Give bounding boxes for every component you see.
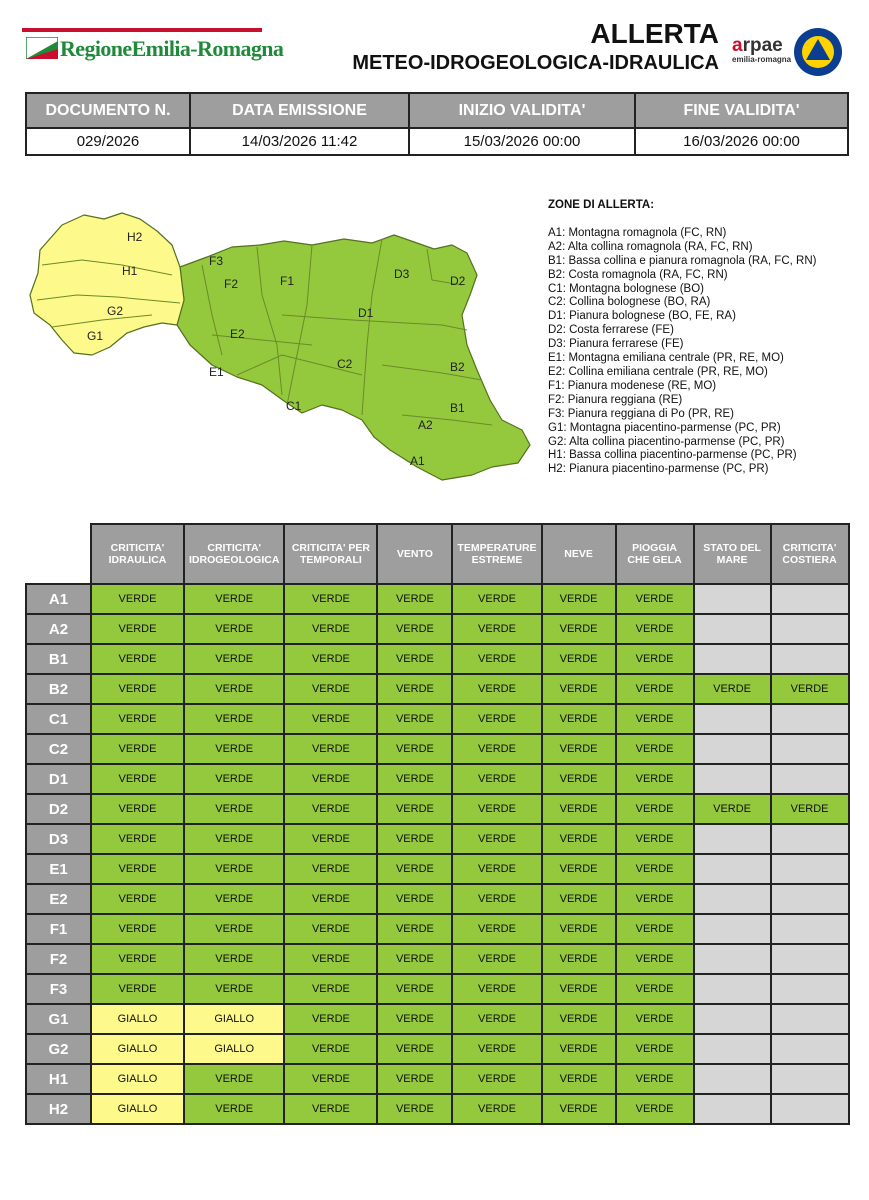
- alert-level-cell: VERDE: [452, 1094, 541, 1124]
- map-label-f2: F2: [224, 277, 239, 291]
- alert-level-cell: VERDE: [284, 704, 377, 734]
- alert-level-cell: VERDE: [377, 674, 452, 704]
- alert-level-cell: GIALLO: [91, 1034, 184, 1064]
- not-applicable-cell: [771, 1094, 849, 1124]
- not-applicable-cell: [771, 884, 849, 914]
- alert-level-cell: VERDE: [771, 674, 849, 704]
- regione-logo-text: RegioneEmilia-Romagna: [60, 36, 284, 61]
- not-applicable-cell: [694, 584, 771, 614]
- alert-level-cell: VERDE: [284, 614, 377, 644]
- matrix-column-header: NEVE: [542, 524, 616, 584]
- legend-item: E1: Montagna emiliana centrale (PR, RE, MO): [548, 352, 784, 365]
- alert-level-cell: VERDE: [184, 644, 284, 674]
- map-label-d3: D3: [394, 267, 410, 281]
- alert-level-cell: VERDE: [452, 1064, 541, 1094]
- legend-item: E2: Collina emiliana centrale (PR, RE, MO): [548, 365, 768, 378]
- alert-level-cell: VERDE: [616, 674, 694, 704]
- not-applicable-cell: [694, 1004, 771, 1034]
- alert-level-cell: VERDE: [91, 824, 184, 854]
- alert-level-cell: VERDE: [377, 884, 452, 914]
- matrix-row: [26, 914, 849, 944]
- alert-level-cell: VERDE: [452, 644, 541, 674]
- alert-level-cell: VERDE: [184, 1094, 284, 1124]
- legend-item: F1: Pianura modenese (RE, MO): [548, 379, 717, 392]
- matrix-column-header: CRITICITA' IDRAULICA: [91, 524, 184, 584]
- matrix-corner: [26, 524, 91, 584]
- matrix-row: [26, 944, 849, 974]
- matrix-row: [26, 884, 849, 914]
- not-applicable-cell: [694, 884, 771, 914]
- map-label-d1: D1: [358, 306, 374, 320]
- alert-level-cell: VERDE: [452, 734, 541, 764]
- alert-matrix: [25, 523, 850, 1125]
- alert-level-cell: VERDE: [616, 854, 694, 884]
- alert-level-cell: VERDE: [616, 704, 694, 734]
- alert-level-cell: VERDE: [284, 1034, 377, 1064]
- alert-level-cell: VERDE: [542, 644, 616, 674]
- arpae-logo: [732, 36, 791, 64]
- alert-level-cell: VERDE: [542, 614, 616, 644]
- alert-level-cell: VERDE: [616, 884, 694, 914]
- alert-level-cell: VERDE: [377, 644, 452, 674]
- map-label-b1: B1: [450, 401, 465, 415]
- map-zone-yellow: [30, 213, 184, 355]
- alert-level-cell: VERDE: [377, 914, 452, 944]
- alert-level-cell: VERDE: [377, 764, 452, 794]
- alert-level-cell: VERDE: [284, 944, 377, 974]
- alert-level-cell: VERDE: [284, 974, 377, 1004]
- not-applicable-cell: [771, 704, 849, 734]
- not-applicable-cell: [771, 1004, 849, 1034]
- legend-item: A2: Alta collina romagnola (RA, FC, RN): [548, 240, 753, 253]
- matrix-row: [26, 794, 849, 824]
- not-applicable-cell: [694, 914, 771, 944]
- alert-level-cell: VERDE: [542, 854, 616, 884]
- alert-level-cell: VERDE: [452, 674, 541, 704]
- map-label-h1: H1: [122, 264, 138, 278]
- alert-level-cell: VERDE: [184, 794, 284, 824]
- matrix-row: [26, 974, 849, 1004]
- map-label-f3: F3: [209, 254, 224, 268]
- not-applicable-cell: [694, 944, 771, 974]
- map-label-f1: F1: [280, 274, 295, 288]
- alert-level-cell: VERDE: [452, 854, 541, 884]
- alert-level-cell: VERDE: [452, 824, 541, 854]
- zone-label-cell: E2: [26, 884, 91, 914]
- alert-level-cell: VERDE: [377, 1094, 452, 1124]
- matrix-row: [26, 1004, 849, 1034]
- alert-level-cell: VERDE: [542, 764, 616, 794]
- alert-level-cell: VERDE: [771, 794, 849, 824]
- alert-level-cell: VERDE: [184, 944, 284, 974]
- alert-level-cell: VERDE: [91, 854, 184, 884]
- alert-level-cell: VERDE: [542, 824, 616, 854]
- matrix-row: [26, 1094, 849, 1124]
- alert-level-cell: VERDE: [284, 1094, 377, 1124]
- zone-label-cell: A1: [26, 584, 91, 614]
- matrix-column-header: CRITICITA' COSTIERA: [771, 524, 849, 584]
- alert-level-cell: VERDE: [616, 614, 694, 644]
- alert-level-cell: VERDE: [284, 914, 377, 944]
- alert-level-cell: VERDE: [452, 704, 541, 734]
- alert-level-cell: VERDE: [377, 734, 452, 764]
- not-applicable-cell: [694, 1034, 771, 1064]
- not-applicable-cell: [771, 614, 849, 644]
- alert-level-cell: VERDE: [284, 1064, 377, 1094]
- zone-label-cell: H2: [26, 1094, 91, 1124]
- not-applicable-cell: [771, 854, 849, 884]
- alert-level-cell: VERDE: [377, 614, 452, 644]
- alert-level-cell: VERDE: [91, 884, 184, 914]
- alert-level-cell: VERDE: [616, 584, 694, 614]
- data-emissione-value: 14/03/2026 11:42: [190, 128, 409, 155]
- alert-level-cell: VERDE: [377, 1034, 452, 1064]
- documento-number: 029/2026: [26, 128, 190, 155]
- alert-level-cell: VERDE: [91, 764, 184, 794]
- alert-level-cell: VERDE: [542, 884, 616, 914]
- matrix-row: [26, 704, 849, 734]
- alert-level-cell: VERDE: [542, 944, 616, 974]
- alert-level-cell: VERDE: [184, 914, 284, 944]
- alert-level-cell: VERDE: [616, 794, 694, 824]
- alert-level-cell: VERDE: [542, 1094, 616, 1124]
- alert-level-cell: VERDE: [184, 854, 284, 884]
- alert-level-cell: GIALLO: [91, 1094, 184, 1124]
- alert-level-cell: VERDE: [452, 584, 541, 614]
- zone-label-cell: F2: [26, 944, 91, 974]
- alert-level-cell: VERDE: [542, 1004, 616, 1034]
- alert-level-cell: VERDE: [616, 914, 694, 944]
- page-subtitle: METEO-IDROGEOLOGICA-IDRAULICA: [352, 52, 719, 74]
- matrix-column-header: STATO DEL MARE: [694, 524, 771, 584]
- alert-level-cell: VERDE: [452, 794, 541, 824]
- page-title: ALLERTA: [590, 18, 719, 49]
- alert-level-cell: VERDE: [184, 764, 284, 794]
- legend-item: D1: Pianura bolognese (BO, FE, RA): [548, 310, 736, 323]
- alert-level-cell: VERDE: [91, 794, 184, 824]
- alert-level-cell: VERDE: [542, 794, 616, 824]
- map-label-c1: C1: [286, 399, 302, 413]
- alert-level-cell: VERDE: [542, 1034, 616, 1064]
- zone-label-cell: D1: [26, 764, 91, 794]
- not-applicable-cell: [771, 1034, 849, 1064]
- alert-level-cell: VERDE: [542, 584, 616, 614]
- not-applicable-cell: [771, 944, 849, 974]
- alert-level-cell: VERDE: [284, 794, 377, 824]
- map-label-a1: A1: [410, 454, 425, 468]
- not-applicable-cell: [694, 734, 771, 764]
- map-label-a2: A2: [418, 418, 433, 432]
- not-applicable-cell: [771, 914, 849, 944]
- map-label-h2: H2: [127, 230, 143, 244]
- alert-level-cell: VERDE: [284, 674, 377, 704]
- alert-level-cell: VERDE: [284, 1004, 377, 1034]
- alert-level-cell: VERDE: [284, 884, 377, 914]
- matrix-column-header: PIOGGIA CHE GELA: [616, 524, 694, 584]
- legend-title: ZONE DI ALLERTA:: [548, 199, 655, 211]
- zone-label-cell: G2: [26, 1034, 91, 1064]
- not-applicable-cell: [771, 584, 849, 614]
- alert-level-cell: VERDE: [91, 584, 184, 614]
- map-label-g1: G1: [87, 329, 104, 343]
- matrix-row: [26, 644, 849, 674]
- alert-level-cell: VERDE: [377, 704, 452, 734]
- alert-level-cell: VERDE: [377, 944, 452, 974]
- legend-item: B2: Costa romagnola (RA, FC, RN): [548, 268, 728, 281]
- not-applicable-cell: [694, 614, 771, 644]
- alert-level-cell: VERDE: [91, 734, 184, 764]
- alert-level-cell: VERDE: [377, 824, 452, 854]
- not-applicable-cell: [694, 1094, 771, 1124]
- map-label-e2: E2: [230, 327, 245, 341]
- alert-level-cell: VERDE: [91, 674, 184, 704]
- alert-level-cell: VERDE: [284, 584, 377, 614]
- alert-level-cell: GIALLO: [91, 1064, 184, 1094]
- map-zone-green: [177, 235, 530, 480]
- not-applicable-cell: [694, 644, 771, 674]
- matrix-row: [26, 734, 849, 764]
- alert-level-cell: VERDE: [542, 1064, 616, 1094]
- legend-item: G1: Montagna piacentino-parmense (PC, PR): [548, 421, 781, 434]
- not-applicable-cell: [771, 974, 849, 1004]
- matrix-row: [26, 854, 849, 884]
- not-applicable-cell: [694, 704, 771, 734]
- matrix-row: [26, 764, 849, 794]
- alert-level-cell: VERDE: [542, 734, 616, 764]
- alert-level-cell: VERDE: [184, 1064, 284, 1094]
- alert-level-cell: VERDE: [91, 944, 184, 974]
- header-inizio-validita: INIZIO VALIDITA': [409, 93, 635, 128]
- zone-map: [22, 205, 542, 490]
- not-applicable-cell: [771, 824, 849, 854]
- alert-level-cell: VERDE: [184, 614, 284, 644]
- matrix-row: [26, 824, 849, 854]
- alert-level-cell: VERDE: [616, 974, 694, 1004]
- regione-logo: [22, 28, 284, 68]
- not-applicable-cell: [694, 764, 771, 794]
- alert-level-cell: VERDE: [284, 764, 377, 794]
- map-label-b2: B2: [450, 360, 465, 374]
- alert-level-cell: VERDE: [377, 1064, 452, 1094]
- zone-label-cell: C1: [26, 704, 91, 734]
- alert-level-cell: VERDE: [452, 974, 541, 1004]
- alert-level-cell: VERDE: [91, 974, 184, 1004]
- inizio-validita-value: 15/03/2026 00:00: [409, 128, 635, 155]
- alert-level-cell: VERDE: [452, 944, 541, 974]
- alert-level-cell: GIALLO: [91, 1004, 184, 1034]
- alert-level-cell: VERDE: [284, 824, 377, 854]
- alert-level-cell: VERDE: [616, 824, 694, 854]
- logo-red-bar: [22, 28, 262, 32]
- alert-level-cell: VERDE: [616, 1034, 694, 1064]
- matrix-row: [26, 674, 849, 704]
- arpae-logo-text: arpae: [732, 35, 783, 56]
- alert-level-cell: GIALLO: [184, 1034, 284, 1064]
- map-label-c2: C2: [337, 357, 353, 371]
- alert-level-cell: VERDE: [542, 914, 616, 944]
- matrix-column-header: CRITICITA' IDROGEOLOGICA: [184, 524, 284, 584]
- alert-level-cell: VERDE: [452, 614, 541, 644]
- alert-level-cell: VERDE: [616, 764, 694, 794]
- zone-label-cell: D2: [26, 794, 91, 824]
- alert-level-cell: VERDE: [377, 1004, 452, 1034]
- zone-label-cell: E1: [26, 854, 91, 884]
- legend-item: B1: Bassa collina e pianura romagnola (RA, FC, RN): [548, 254, 817, 267]
- alert-level-cell: VERDE: [284, 644, 377, 674]
- map-label-g2: G2: [107, 304, 124, 318]
- not-applicable-cell: [771, 1064, 849, 1094]
- alert-level-cell: VERDE: [542, 974, 616, 1004]
- alert-level-cell: VERDE: [184, 974, 284, 1004]
- zone-legend: [548, 199, 816, 477]
- alert-level-cell: VERDE: [284, 734, 377, 764]
- zone-label-cell: G1: [26, 1004, 91, 1034]
- alert-level-cell: VERDE: [184, 824, 284, 854]
- alert-level-cell: GIALLO: [184, 1004, 284, 1034]
- header-fine-validita: FINE VALIDITA': [635, 93, 848, 128]
- arpae-logo-sub: emilia-romagna: [732, 55, 792, 64]
- alert-level-cell: VERDE: [377, 974, 452, 1004]
- legend-item: H2: Pianura piacentino-parmense (PC, PR): [548, 463, 769, 476]
- legend-item: G2: Alta collina piacentino-parmense (PC, PR): [548, 435, 785, 448]
- alert-level-cell: VERDE: [452, 764, 541, 794]
- map-label-d2: D2: [450, 274, 466, 288]
- alert-level-cell: VERDE: [616, 644, 694, 674]
- document-info-table: [25, 92, 849, 156]
- zone-label-cell: D3: [26, 824, 91, 854]
- legend-item: F2: Pianura reggiana (RE): [548, 393, 683, 406]
- zone-label-cell: B1: [26, 644, 91, 674]
- matrix-row: [26, 1034, 849, 1064]
- alert-level-cell: VERDE: [91, 914, 184, 944]
- alert-level-cell: VERDE: [452, 1004, 541, 1034]
- protezione-civile-logo: [793, 27, 843, 77]
- not-applicable-cell: [771, 764, 849, 794]
- matrix-row: [26, 584, 849, 614]
- header-data-emissione: DATA EMISSIONE: [190, 93, 409, 128]
- alert-level-cell: VERDE: [377, 794, 452, 824]
- alert-level-cell: VERDE: [694, 674, 771, 704]
- alert-level-cell: VERDE: [184, 734, 284, 764]
- alert-level-cell: VERDE: [184, 584, 284, 614]
- alert-level-cell: VERDE: [184, 884, 284, 914]
- not-applicable-cell: [771, 644, 849, 674]
- legend-item: C2: Collina bolognese (BO, RA): [548, 296, 711, 309]
- matrix-row: [26, 614, 849, 644]
- legend-item: D2: Costa ferrarese (FE): [548, 324, 674, 337]
- not-applicable-cell: [694, 854, 771, 884]
- matrix-column-header: VENTO: [377, 524, 452, 584]
- zone-label-cell: F3: [26, 974, 91, 1004]
- not-applicable-cell: [771, 734, 849, 764]
- zone-label-cell: A2: [26, 614, 91, 644]
- alert-level-cell: VERDE: [616, 1064, 694, 1094]
- legend-item: D3: Pianura ferrarese (FE): [548, 338, 684, 351]
- legend-item: C1: Montagna bolognese (BO): [548, 282, 704, 295]
- alert-level-cell: VERDE: [616, 944, 694, 974]
- alert-level-cell: VERDE: [377, 584, 452, 614]
- map-label-e1: E1: [209, 365, 224, 379]
- legend-items: [548, 227, 816, 477]
- header-documento: DOCUMENTO N.: [26, 93, 190, 128]
- legend-item: F3: Pianura reggiana di Po (PR, RE): [548, 407, 735, 420]
- alert-level-cell: VERDE: [694, 794, 771, 824]
- alert-level-cell: VERDE: [452, 884, 541, 914]
- alert-level-cell: VERDE: [452, 914, 541, 944]
- not-applicable-cell: [694, 1064, 771, 1094]
- legend-item: H1: Bassa collina piacentino-parmense (PC, PR): [548, 449, 797, 462]
- not-applicable-cell: [694, 974, 771, 1004]
- alert-level-cell: VERDE: [91, 644, 184, 674]
- alert-level-cell: VERDE: [542, 674, 616, 704]
- alert-level-cell: VERDE: [91, 704, 184, 734]
- alert-level-cell: VERDE: [542, 704, 616, 734]
- alert-level-cell: VERDE: [616, 1004, 694, 1034]
- alert-level-cell: VERDE: [377, 854, 452, 884]
- zone-label-cell: C2: [26, 734, 91, 764]
- fine-validita-value: 16/03/2026 00:00: [635, 128, 848, 155]
- alert-level-cell: VERDE: [616, 734, 694, 764]
- legend-item: A1: Montagna romagnola (FC, RN): [548, 226, 727, 239]
- alert-level-cell: VERDE: [91, 614, 184, 644]
- matrix-row: [26, 1064, 849, 1094]
- alert-level-cell: VERDE: [616, 1094, 694, 1124]
- zone-label-cell: H1: [26, 1064, 91, 1094]
- regione-flag-icon: [26, 37, 58, 59]
- alert-level-cell: VERDE: [184, 704, 284, 734]
- zone-label-cell: F1: [26, 914, 91, 944]
- alert-level-cell: VERDE: [452, 1034, 541, 1064]
- matrix-column-header: CRITICITA' PER TEMPORALI: [284, 524, 377, 584]
- alert-level-cell: VERDE: [284, 854, 377, 884]
- matrix-column-header: TEMPERATURE ESTREME: [452, 524, 541, 584]
- zone-label-cell: B2: [26, 674, 91, 704]
- alert-level-cell: VERDE: [184, 674, 284, 704]
- not-applicable-cell: [694, 824, 771, 854]
